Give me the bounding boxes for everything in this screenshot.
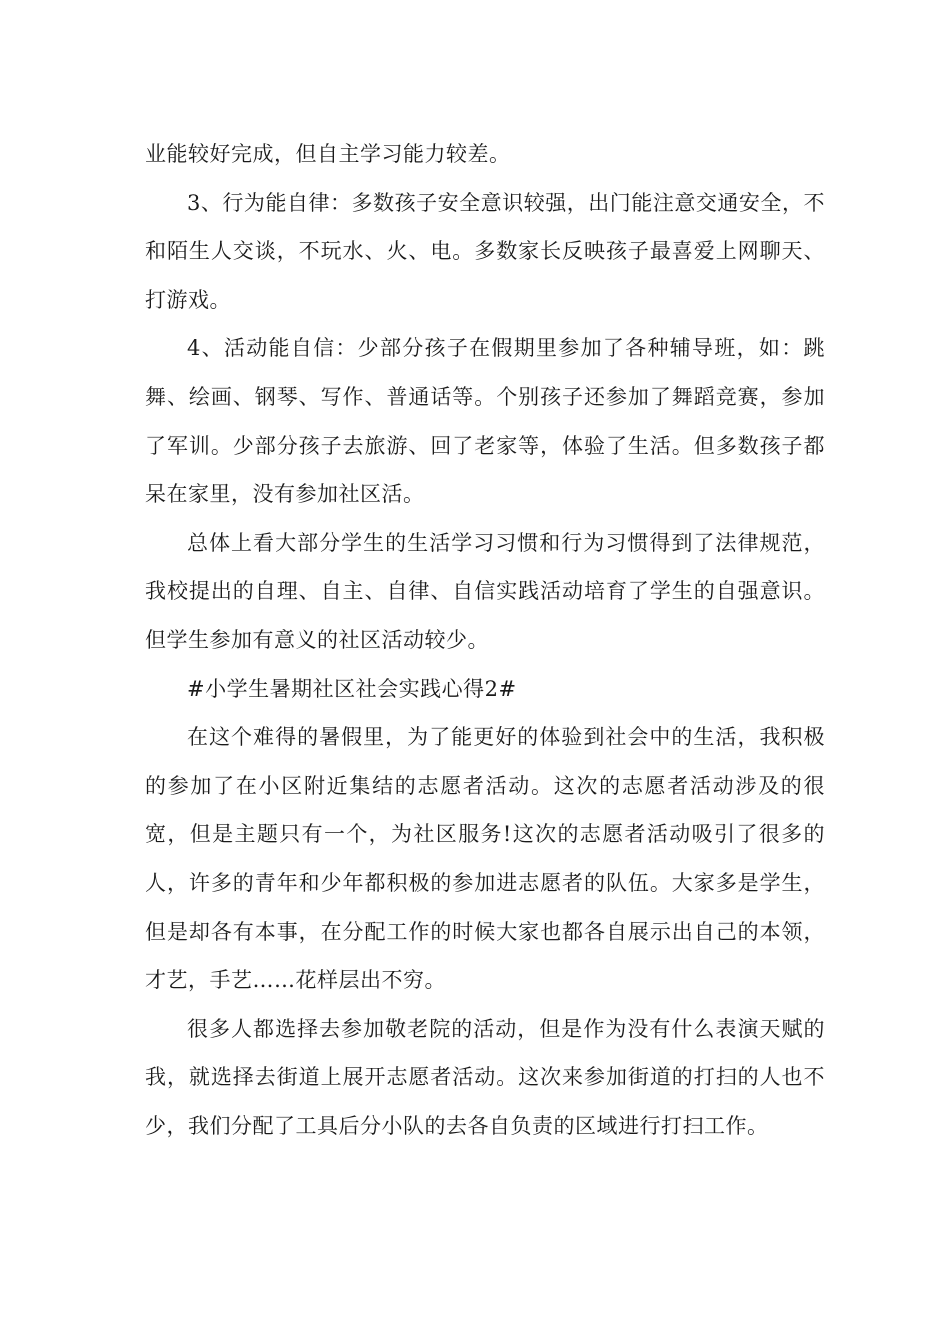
document-body	[145, 130, 825, 1150]
paragraph-confidence: 4、活动能自信：少部分孩子在假期里参加了各种辅导班，如：跳舞、绘画、钢琴、写作、普通话等。个别孩子还参加了舞蹈竞赛，参加了军训。少部分孩子去旅游、回了老家等，体验了生活。但多数孩子都呆在家里，没有参加社区活。	[145, 336, 825, 507]
section-heading: #小学生暑期社区社会实践心得2#	[187, 676, 517, 701]
paragraph-street-cleaning: 很多人都选择去参加敬老院的活动，但是作为没有什么表演天赋的我，就选择去街道上展开志愿者活动。这次来参加街道的打扫的人也不少，我们分配了工具后分小队的去各自负责的区域进行打扫工作。	[145, 1016, 825, 1138]
paragraph-volunteer-intro: 在这个难得的暑假里，为了能更好的体验到社会中的生活，我积极的参加了在小区附近集结的志愿者活动。这次的志愿者活动涉及的很宽，但是主题只有一个，为社区服务!这次的志愿者活动吸引了很多的人，许多的青年和少年都积极的参加进志愿者的队伍。大家多是学生，但是却各有本事，在分配工作的时候大家也都各自展示出自己的本领，才艺，手艺……花样层出不穷。	[145, 725, 825, 993]
paragraph-self-discipline: 3、行为能自律：多数孩子安全意识较强，出门能注意交通安全，不和陌生人交谈，不玩水、火、电。多数家长反映孩子最喜爱上网聊天、打游戏。	[145, 190, 825, 312]
paragraph-continuation: 业能较好完成，但自主学习能力较差。	[145, 142, 511, 166]
paragraph-summary: 总体上看大部分学生的生活学习习惯和行为习惯得到了法律规范，我校提出的自理、自主、自律、自信实践活动培育了学生的自强意识。但学生参加有意义的社区活动较少。	[145, 530, 825, 652]
